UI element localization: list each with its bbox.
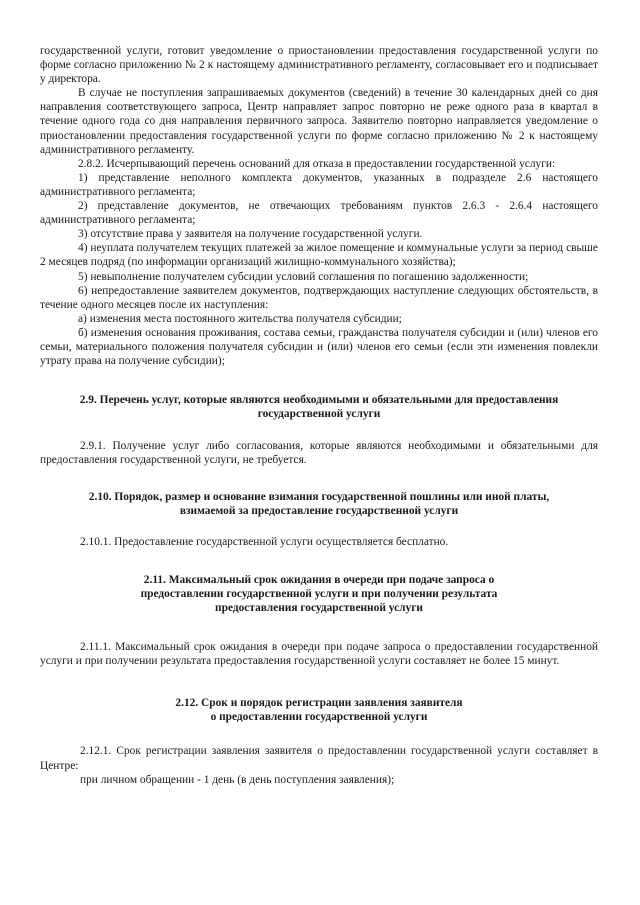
paragraph: 2.8.2. Исчерпывающий перечень оснований для отказа в предоставлении государственной услуги:: [78, 157, 556, 170]
section-heading-2-12: [40, 696, 598, 724]
heading-line: предоставления государственной услуги: [215, 602, 423, 614]
list-item: 5) невыполнение получателем субсидии условий соглашения по погашению задолженности;: [78, 270, 529, 283]
section-heading-2-9: [40, 393, 598, 421]
paragraph: 2.9.1. Получение услуг либо согласования, которые являются необходимыми и обязательными для предоставления государственной услуги, не требуется.: [40, 440, 598, 467]
paragraph: В случае не поступления запрашиваемых документов (сведений) в течение 30 календарных дней со дня направления соответствующего запроса, Центр направляет запрос повторно не реже одного раза в квартал в течение одного года со дня направления первичного запроса. Заявителю повторно направляется уведомление о приостановлении предоставления государственной услуги по форме согласно приложению № 2 к настоящему административного регламенту.: [40, 87, 598, 156]
heading-line: о предоставлении государственной услуги: [210, 711, 428, 724]
heading-line: 2.10. Порядок, размер и основание взимания государственной пошлины или иной платы,: [88, 490, 550, 503]
list-item: 1) представление неполного комплекта документов, указанных в подразделе 2.6 настоящего административного регламента;: [40, 171, 598, 198]
heading-line: 2.12. Срок и порядок регистрации заявления заявителя: [175, 697, 463, 710]
list-item: 6) непредоставление заявителем документов, подтверждающих наступление следующих обстоятельств, в течение одного месяцев после их наступления:: [40, 284, 598, 311]
heading-line: 2.9. Перечень услуг, которые являются необходимыми и обязательными для предоставления: [79, 394, 559, 407]
list-item: а) изменения места постоянного жительства получателя субсидии;: [78, 312, 402, 325]
list-item: 4) неуплата получателем текущих платежей за жилое помещение и коммунальные услуги за период свыше 2 месяцев подряд (по информации организаций жилищно-коммунального хозяйства);: [40, 242, 598, 269]
paragraph: государственной услуги, готовит уведомление о приостановлении предоставления государственной услуги по форме согласно приложению № 2 к настоящему административного регламенту, согласовывает его и подписывает у директора.: [40, 45, 598, 86]
list-item: б) изменения основания проживания, состава семьи, гражданства получателя субсидии и (или) членов его семьи, материального положения получателя субсидии и (или) членов его семьи (если эти изменения повлекли утрату права на получение субсидии);: [40, 326, 598, 368]
list-item: 3) отсутствие права у заявителя на получение государственной услуги.: [78, 228, 423, 241]
section-heading-2-11: [40, 573, 598, 615]
heading-line: взимаемой за предоставление государственной услуги: [179, 504, 459, 517]
heading-line: предоставлении государственной услуги и при получении результата: [140, 587, 498, 600]
paragraph: 2.10.1. Предоставление государственной услуги осуществляется бесплатно.: [80, 535, 449, 548]
paragraph: 2.11.1. Максимальный срок ожидания в очереди при подаче запроса о предоставлении государственной услуги и при получении результата предоставления государственной услуги составляет не более 15 минут.: [40, 641, 598, 668]
section-heading-2-10: [40, 490, 598, 518]
document-page: [40, 44, 598, 787]
paragraph: 2.12.1. Срок регистрации заявления заявителя о предоставлении государственной услуги составляет в Центре:: [40, 745, 598, 772]
heading-line: 2.11. Максимальный срок ожидания в очереди при подаче запроса о: [143, 573, 495, 586]
paragraph: при личном обращении - 1 день (в день поступления заявления);: [80, 773, 395, 786]
heading-line: государственной услуги: [257, 408, 381, 421]
list-item: 2) представление документов, не отвечающих требованиям пунктов 2.6.3 - 2.6.4 настоящего административного регламента;: [40, 200, 598, 227]
